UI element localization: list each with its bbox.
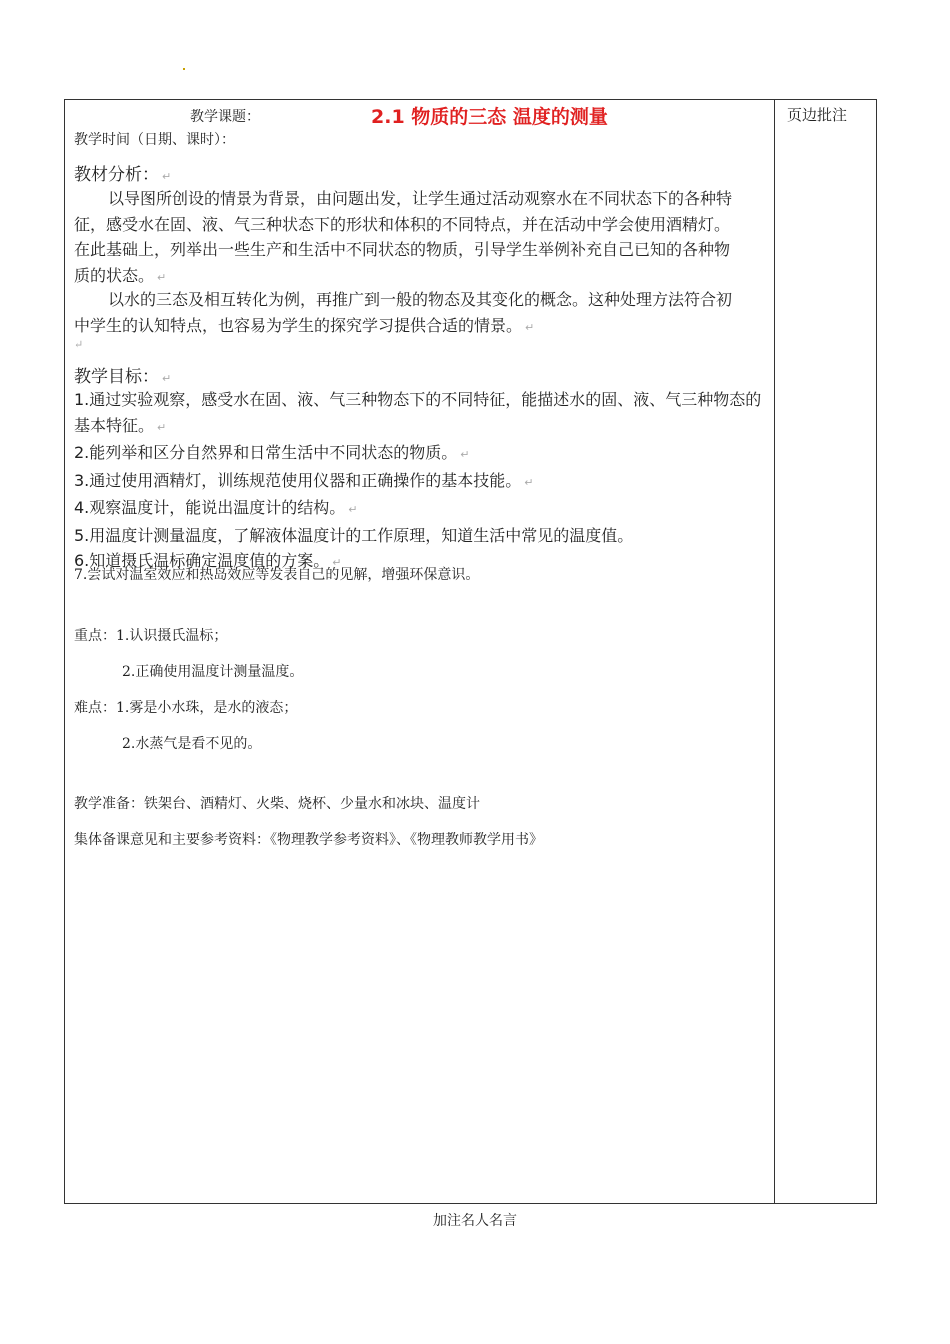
course-label: 教学课题： bbox=[190, 109, 260, 125]
goals-heading: 教学目标： ↵ bbox=[74, 367, 172, 387]
difficulties-line-2: 2.水蒸气是看不见的。 bbox=[122, 736, 262, 752]
key-points-line-1: 重点：1.认识摄氏温标； bbox=[74, 628, 228, 644]
difficulties-line-1: 难点：1.雾是小水珠，是水的液态； bbox=[74, 700, 298, 716]
column-divider bbox=[774, 100, 775, 1203]
goal-item: 5.用温度计测量温度，了解液体温度计的工作原理，知道生活中常见的温度值。 bbox=[74, 525, 634, 545]
course-title: 2.1 物质的三态 温度的测量 bbox=[371, 106, 608, 128]
analysis-heading: 教材分析： ↵ bbox=[74, 165, 172, 185]
main-column bbox=[65, 100, 774, 1203]
footer-quote-label: 加注名人名言 bbox=[433, 1213, 517, 1229]
goal-item: 2.能列举和区分自然界和日常生活中不同状态的物质。 ↵ bbox=[74, 443, 470, 462]
goal-item: 4.观察温度计，能说出温度计的结构。 ↵ bbox=[74, 498, 358, 517]
teaching-time-label: 教学时间（日期、课时）： bbox=[74, 132, 235, 148]
empty-line-mark: ↵ bbox=[74, 338, 84, 351]
stray-dot bbox=[183, 68, 185, 70]
analysis-paragraph-2: 以水的三态及相互转化为例，再推广到一般的物态及其变化的概念。这种处理方法符合初中学生的认知特点，也容易为学生的探究学习提供合适的情景。 ↵ bbox=[74, 290, 733, 335]
goals-list bbox=[74, 387, 764, 576]
goal-item-7: 7.尝试对温室效应和热岛效应等发表自己的见解，增强环保意识。 bbox=[74, 567, 480, 583]
margin-notes-title: 页边批注 bbox=[787, 106, 848, 124]
lesson-plan-table bbox=[64, 99, 877, 1204]
goal-item: 6.知道摄氏温标确定温度值的方案。 ↵ bbox=[74, 551, 342, 570]
goal-item: 1.通过实验观察，感受水在固、液、气三种物态下的不同特征，能描述水的固、液、气三种物态的基本特征。 ↵ bbox=[74, 390, 762, 435]
goal-item: 3.通过使用酒精灯，训练规范使用仪器和正确操作的基本技能。 ↵ bbox=[74, 470, 534, 490]
references: 集体备课意见和主要参考资料：《物理教学参考资料》、《物理教师教学用书》 bbox=[74, 832, 543, 848]
teaching-preparation: 教学准备：铁架台、酒精灯、火柴、烧杯、少量水和冰块、温度计 bbox=[74, 796, 480, 812]
analysis-paragraph-1: 以导图所创设的情景为背景，由问题出发，让学生通过活动观察水在不同状态下的各种特征，感受水在固、液、气三种状态下的形状和体积的不同特点，并在活动中学会使用酒精灯。在此基础上，列举出一些生产和生活中不同状态的物质，引导学生举例补充自己已知的各种物质的状态。 ↵ bbox=[74, 189, 733, 285]
key-points-line-2: 2.正确使用温度计测量温度。 bbox=[122, 664, 304, 680]
